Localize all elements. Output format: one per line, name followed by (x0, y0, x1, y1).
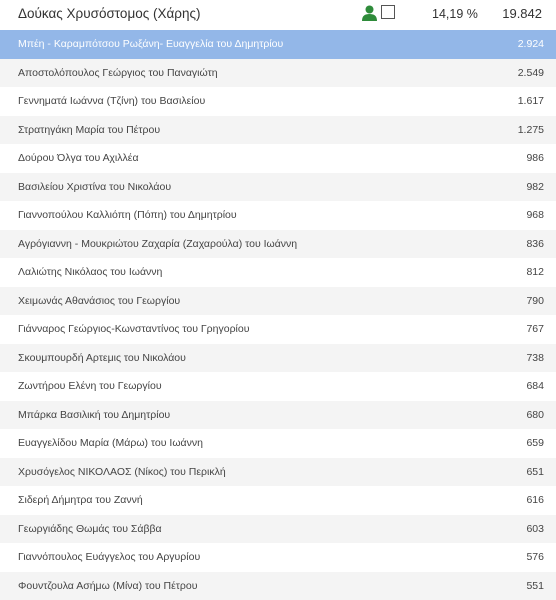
candidate-name: Γιαννοπούλου Καλλιόπη (Πόπη) του Δημητρίου (18, 209, 237, 221)
candidate-votes: 986 (526, 152, 544, 164)
candidate-votes: 767 (526, 323, 544, 335)
candidate-list (0, 30, 556, 600)
candidate-votes: 680 (526, 408, 544, 421)
candidate-row[interactable] (0, 315, 556, 344)
candidate-row[interactable] (0, 59, 556, 88)
candidate-name: Σιδερή Δήμητρα του Ζαννή (18, 494, 143, 506)
candidate-row[interactable] (0, 116, 556, 145)
candidate-votes: 1.617 (517, 95, 544, 107)
candidate-votes: 738 (526, 351, 544, 364)
candidate-name: Μπάρκα Βασιλική του Δημητρίου (18, 408, 171, 421)
candidate-name: Αγρόγιαννη - Μουκριώτου Ζαχαρία (Ζαχαρούλα) του Ιωάννη (18, 237, 298, 250)
candidate-votes: 1.275 (517, 123, 544, 136)
candidate-row[interactable] (0, 287, 556, 316)
candidate-name: Σκουμπουρδή Αρτεμις του Νικολάου (18, 351, 186, 364)
candidate-name: Αποστολόπουλος Γεώργιος του Παναγιώτη (18, 66, 218, 79)
candidate-row[interactable] (0, 144, 556, 173)
candidate-row[interactable] (0, 543, 556, 572)
candidate-name: Ζωντήρου Ελένη του Γεωργίου (18, 380, 162, 392)
candidate-row[interactable] (0, 201, 556, 230)
candidate-row[interactable] (0, 230, 556, 259)
candidate-name: Γεννηματά Ιωάννα (Τζίνη) του Βασιλείου (18, 95, 206, 107)
candidate-name: Γιαννόπουλος Ευάγγελος του Αργυρίου (18, 551, 201, 563)
candidate-row[interactable] (0, 515, 556, 544)
candidate-name: Φουντζουλα Ασήμω (Μίνα) του Πέτρου (18, 579, 198, 592)
candidate-votes: 790 (526, 294, 544, 307)
candidate-votes: 684 (526, 380, 544, 392)
user-icon (362, 5, 377, 21)
candidate-row[interactable] (0, 458, 556, 487)
candidate-votes: 659 (526, 437, 544, 449)
candidate-row[interactable] (0, 344, 556, 373)
candidate-row[interactable] (0, 429, 556, 458)
candidate-name: Γιάνναρος Γεώργιος-Κωνσταντίνος του Γρηγορίου (18, 323, 250, 335)
candidate-votes: 651 (526, 465, 544, 478)
candidate-row[interactable] (0, 372, 556, 401)
candidate-votes: 551 (526, 579, 544, 592)
candidate-name: Χειμωνάς Αθανάσιος του Γεωργίου (18, 294, 181, 307)
candidate-votes: 576 (526, 551, 544, 563)
candidate-name: Ευαγγελίδου Μαρία (Μάρω) του Ιωάννη (18, 437, 203, 449)
candidate-name: Στρατηγάκη Μαρία του Πέτρου (18, 123, 161, 136)
candidate-name: Βασιλείου Χριστίνα του Νικολάου (18, 180, 172, 193)
candidate-votes: 616 (526, 494, 544, 506)
candidate-row[interactable] (0, 173, 556, 202)
candidate-name: Μπέη - Καραμπότσου Ρωξάνη- Ευαγγελία του Δημητρίου (18, 38, 284, 50)
party-leader-name: Δούκας Χρυσόστομος (Χάρης) (18, 6, 201, 21)
party-header (0, 0, 556, 28)
candidate-row[interactable] (0, 30, 556, 59)
candidate-name: Χρυσόγελος ΝΙΚΟΛΑΟΣ (Νίκος) του Περικλή (18, 465, 226, 478)
candidate-row[interactable] (0, 87, 556, 116)
total-votes: 19.842 (502, 6, 542, 21)
candidate-row[interactable] (0, 401, 556, 430)
candidate-votes: 836 (526, 237, 544, 250)
candidate-row[interactable] (0, 572, 556, 600)
candidate-votes: 968 (526, 209, 544, 221)
candidate-row[interactable] (0, 486, 556, 515)
select-checkbox[interactable] (381, 5, 395, 19)
vote-percentage: 14,19 % (432, 7, 478, 21)
candidate-name: Γεωργιάδης Θωμάς του Σάββα (18, 522, 162, 535)
candidate-votes: 2.549 (517, 66, 544, 79)
candidate-votes: 812 (526, 266, 544, 278)
candidate-votes: 982 (526, 180, 544, 193)
candidate-votes: 2.924 (517, 38, 544, 50)
candidate-votes: 603 (526, 522, 544, 535)
candidate-row[interactable] (0, 258, 556, 287)
candidate-name: Λαλιώτης Νικόλαος του Ιωάννη (18, 266, 163, 278)
candidate-name: Δούρου Όλγα του Αχιλλέα (18, 152, 139, 164)
